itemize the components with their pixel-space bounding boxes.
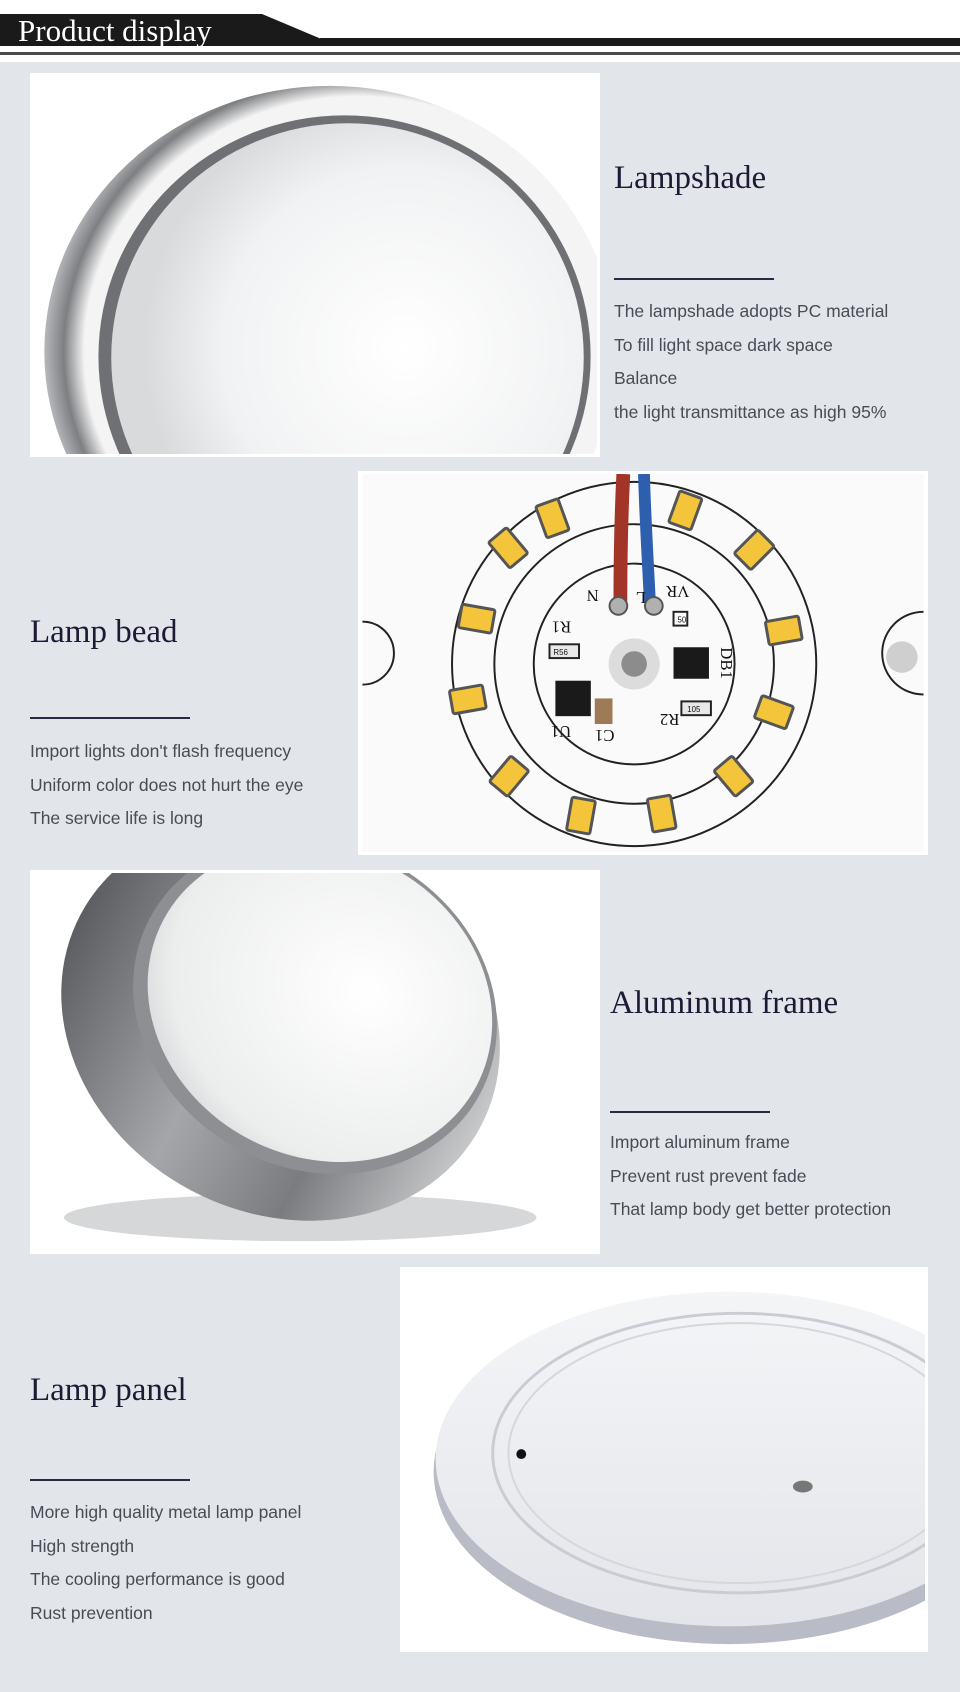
text-line: The cooling performance is good: [30, 1569, 285, 1589]
text-line: Uniform color does not hurt the eye: [30, 774, 304, 795]
pcb-illustration: [361, 474, 925, 852]
pcb-label: DB1: [716, 647, 736, 679]
text-line: The lampshade adopts PC material: [614, 301, 889, 321]
aluminum-frame-photo: [30, 870, 600, 1254]
section-title-lampshade: Lampshade: [614, 160, 767, 196]
pcb-label: L: [635, 588, 646, 608]
section-text-lamp-bead: [30, 735, 303, 836]
text-line: the light transmittance as high 95%: [614, 401, 887, 422]
pcb-code: 50: [677, 615, 687, 625]
pcb-label: N: [586, 586, 599, 606]
lamp-bead-photo: [358, 471, 928, 855]
aluminum-frame-illustration: [33, 873, 597, 1251]
pcb-label: R2: [659, 710, 680, 730]
section-divider-lamp-bead: [30, 717, 190, 719]
text-line: Import aluminum frame: [610, 1132, 790, 1152]
text-line: To fill light space dark space: [614, 334, 833, 355]
pcb-code: 105: [687, 705, 701, 715]
text-line: That lamp body get better protection: [610, 1199, 892, 1219]
lamp-panel-photo: [400, 1267, 928, 1652]
section-divider-aluminum-frame: [610, 1111, 770, 1113]
section-title-lamp-panel: Lamp panel: [30, 1372, 187, 1408]
lampshade-photo: [30, 73, 600, 457]
text-line: Import lights don't flash frequency: [30, 741, 292, 761]
text-line: Balance: [614, 368, 678, 388]
lampshade-illustration: [33, 76, 597, 454]
section-divider-lampshade: [614, 278, 774, 280]
text-line: High strength: [30, 1535, 135, 1556]
page-header: [0, 0, 960, 62]
text-line: More high quality metal lamp panel: [30, 1502, 302, 1522]
pcb-label: C1: [594, 725, 615, 745]
lamp-panel-illustration: [403, 1270, 925, 1649]
pcb-label: U1: [550, 722, 572, 741]
text-line: Prevent rust prevent fade: [610, 1165, 807, 1186]
section-title-aluminum-frame: Aluminum frame: [610, 985, 839, 1021]
text-line: The service life is long: [30, 808, 204, 828]
pcb-code: R56: [553, 648, 568, 658]
header-rule: [0, 52, 960, 55]
text-line: Rust prevention: [30, 1602, 153, 1623]
section-text-aluminum-frame: [610, 1126, 891, 1227]
page-title: Product display: [18, 13, 212, 48]
pcb-label: R1: [551, 617, 572, 637]
section-text-lamp-panel: [30, 1496, 301, 1630]
section-text-lampshade: [614, 295, 888, 429]
section-divider-lamp-panel: [30, 1479, 190, 1481]
pcb-label: VR: [666, 582, 690, 602]
section-title-lamp-bead: Lamp bead: [30, 614, 178, 650]
